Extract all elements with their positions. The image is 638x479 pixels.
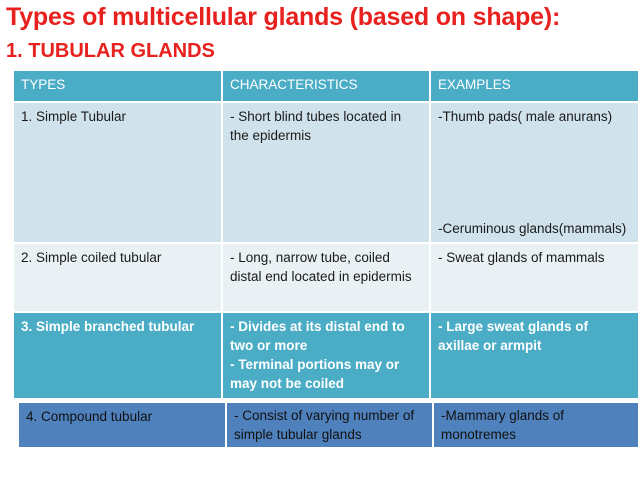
row-characteristics bbox=[222, 312, 430, 399]
row-characteristics: - Long, narrow tube, coiled distal end located in epidermis bbox=[222, 243, 430, 312]
slide-subtitle: 1. TUBULAR GLANDS bbox=[6, 40, 215, 62]
table-row bbox=[18, 402, 638, 448]
header-examples: EXAMPLES bbox=[430, 70, 638, 102]
row-type: 4. Compound tubular bbox=[18, 402, 226, 448]
header-types: TYPES bbox=[13, 70, 222, 102]
row-examples: -Mammary glands of monotremes bbox=[433, 402, 638, 448]
row-examples bbox=[430, 102, 638, 243]
characteristic-text: - Divides at its distal end to two or more bbox=[230, 319, 405, 353]
row-examples: - Large sweat glands of axillae or armpit bbox=[430, 312, 638, 399]
row-type: 1. Simple Tubular bbox=[13, 102, 222, 243]
table-row bbox=[13, 102, 638, 243]
slide-title: Types of multicellular glands (based on shape): bbox=[6, 3, 561, 31]
row-characteristics: - Short blind tubes located in the epidermis bbox=[222, 102, 430, 243]
table-row bbox=[13, 312, 638, 399]
row-type: 3. Simple branched tubular bbox=[13, 312, 222, 399]
row-examples: - Sweat glands of mammals bbox=[430, 243, 638, 312]
example-text: -Thumb pads( male anurans) bbox=[438, 109, 613, 124]
table-row bbox=[13, 243, 638, 312]
table-header-row bbox=[13, 70, 638, 102]
header-characteristics: CHARACTERISTICS bbox=[222, 70, 430, 102]
row-characteristics: - Consist of varying number of simple tubular glands bbox=[226, 402, 433, 448]
compound-tubular-table bbox=[17, 401, 638, 449]
row-type: 2. Simple coiled tubular bbox=[13, 243, 222, 312]
glands-table bbox=[12, 69, 638, 400]
example-text: -Ceruminous glands(mammals) bbox=[438, 221, 627, 236]
characteristic-text: - Terminal portions may or may not be coiled bbox=[230, 357, 400, 391]
